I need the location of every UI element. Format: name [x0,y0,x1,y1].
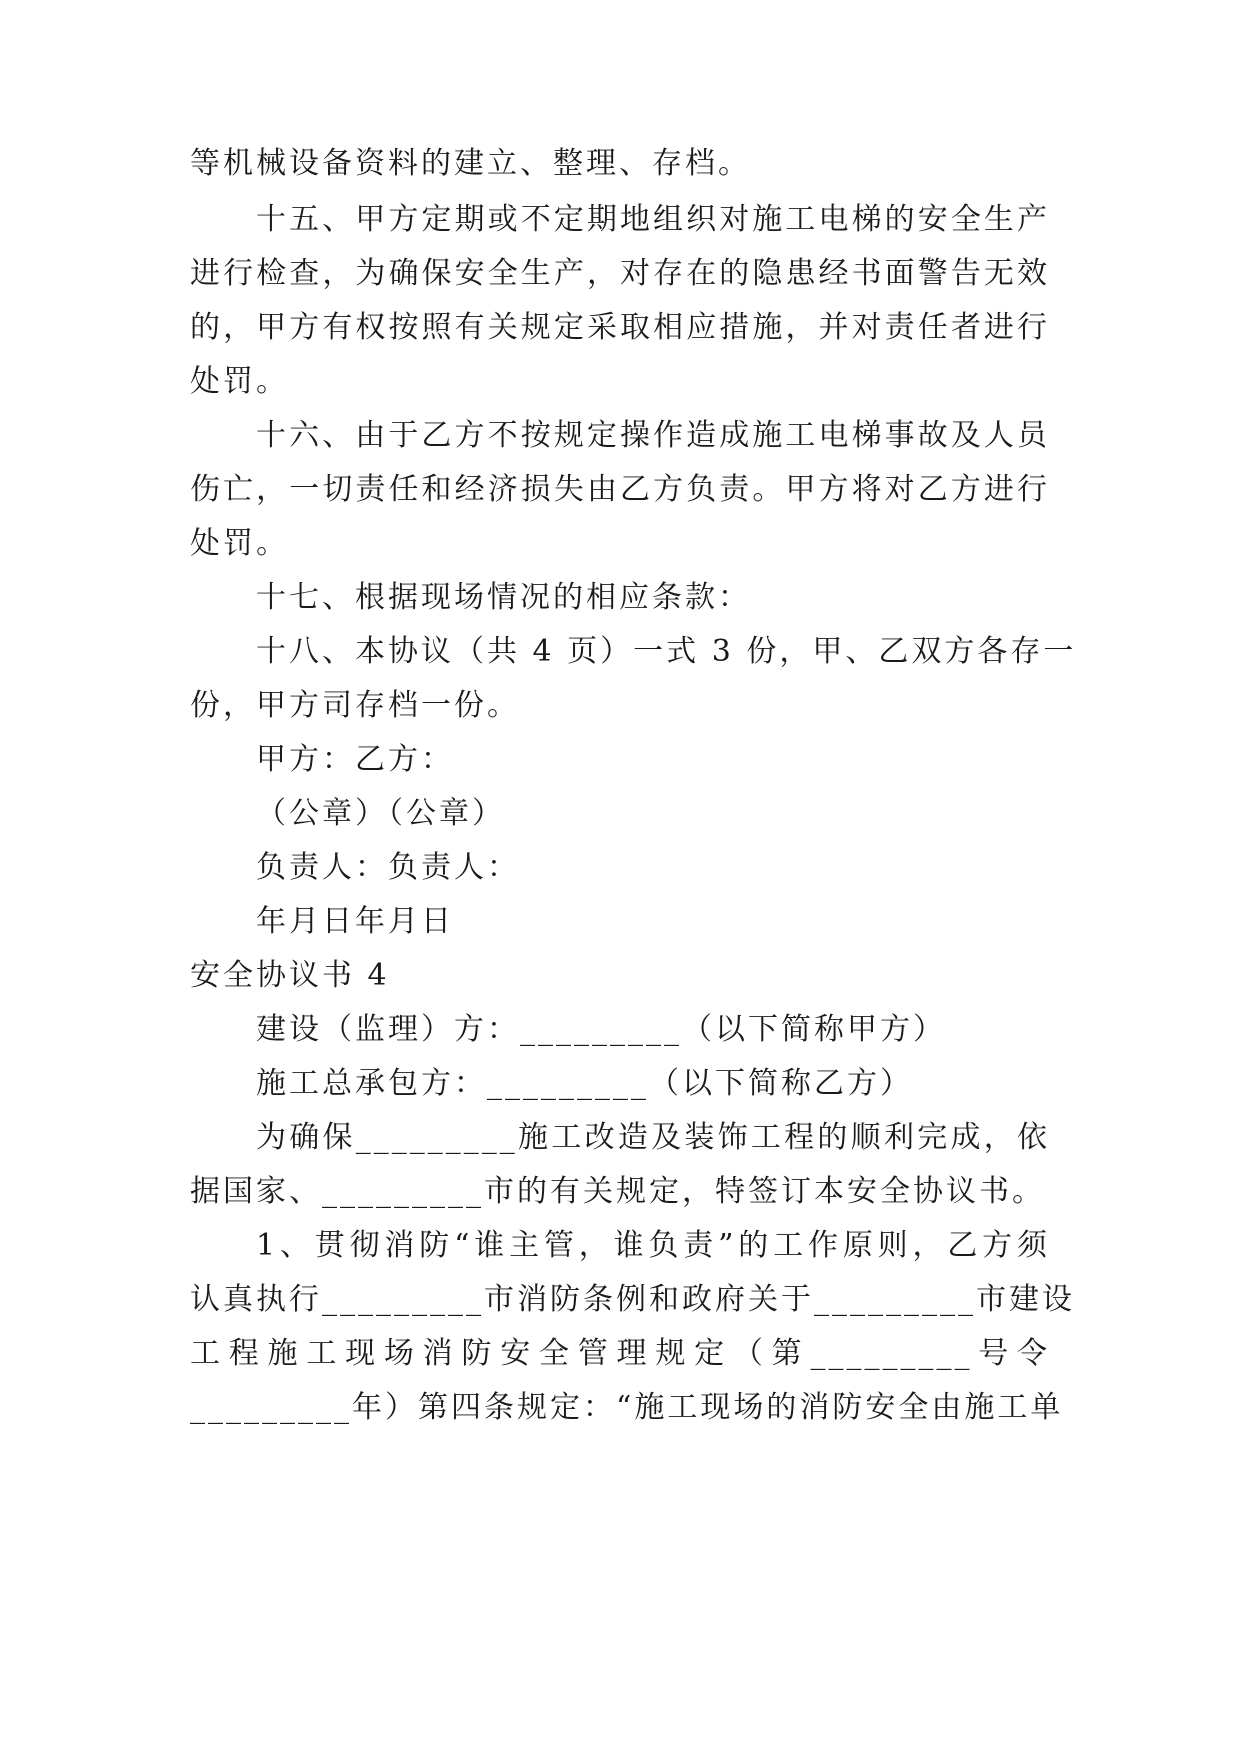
text-line-20: 据国家、_________市的有关规定，特签订本安全协议书。 [190,1174,1045,1209]
text-line-17: 建设（监理）方：_________（以下简称甲方） [256,1012,946,1047]
text-line-19: 为确保_________施工改造及装饰工程的顺利完成，依 [256,1120,1050,1155]
text-line-2: 十五、甲方定期或不定期地组织对施工电梯的安全生产 [256,202,1050,237]
text-line-12: 甲方：乙方： [256,742,454,777]
text-line-3: 进行检查，为确保安全生产，对存在的隐患经书面警告无效 [190,256,1050,291]
text-line-6: 十六、由于乙方不按规定操作造成施工电梯事故及人员 [256,418,1050,453]
section-heading: 安全协议书 4 [190,958,390,993]
text-line-9: 十七、根据现场情况的相应条款： [256,580,751,615]
text-line-24: _________年）第四条规定：“施工现场的消防安全由施工单 [190,1390,1064,1425]
text-line-11: 份，甲方司存档一份。 [190,688,520,723]
text-line-8: 处罚。 [190,526,289,561]
text-line-23: 工程施工现场消防安全管理规定（第_________号令 [190,1336,1050,1371]
text-line-10: 十八、本协议（共 4 页）一式 3 份，甲、乙双方各存一 [256,634,1077,669]
text-line-15: 年月日年月日 [256,904,454,939]
text-line-5: 处罚。 [190,364,289,399]
text-line-7: 伤亡，一切责任和经济损失由乙方负责。甲方将对乙方进行 [190,472,1050,507]
text-line-1: 等机械设备资料的建立、整理、存档。 [190,146,751,181]
text-line-14: 负责人：负责人： [256,850,520,885]
text-line-4: 的，甲方有权按照有关规定采取相应措施，并对责任者进行 [190,310,1050,345]
text-line-13: （公章）（公章） [256,796,505,831]
text-line-18: 施工总承包方：_________（以下简称乙方） [256,1066,913,1101]
text-line-21: 1、贯彻消防“谁主管，谁负责”的工作原则，乙方须 [256,1228,1050,1263]
text-line-22: 认真执行_________市消防条例和政府关于_________市建设 [190,1282,1075,1317]
